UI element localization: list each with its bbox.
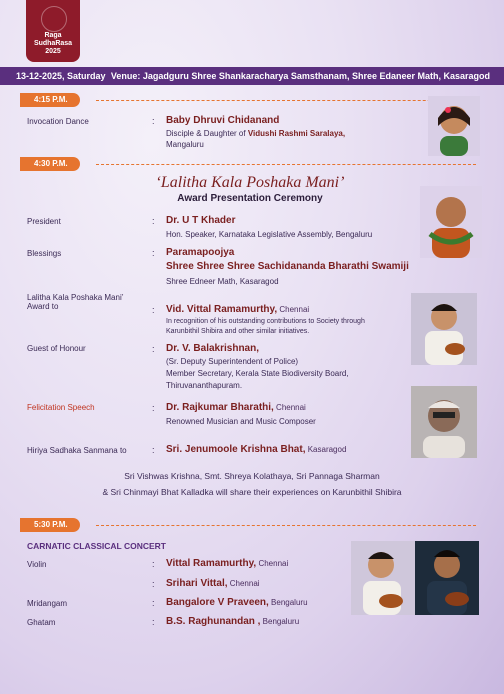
event-date: 13-12-2025, Saturday — [16, 71, 106, 81]
festival-logo — [26, 0, 80, 62]
colon: : — [152, 116, 155, 126]
concert-heading: CARNATIC CLASSICAL CONCERT — [27, 541, 166, 551]
ghatam-artist: B.S. Raghunandan , Bengaluru — [166, 616, 300, 627]
divider-3 — [96, 525, 476, 526]
colon: : — [152, 305, 155, 315]
felicitation-name: Dr. Rajkumar Bharathi, Chennai — [166, 402, 306, 413]
label-mridangam: Mridangam — [27, 599, 68, 608]
mridangam-artist: Bangalore V Praveen, Bengaluru — [166, 597, 308, 608]
awardee-desc: In recognition of his outstanding contributions to Society through Karunbithil Shibira and other similar initiatives. — [166, 318, 365, 335]
shibira-note: Sri Vishwas Krishna, Smt. Shreya Kolathaya, Sri Pannaga Sharman & Sri Chinmayi Bhat Kalladka will share their experiences on Karunbithil Shibira — [102, 471, 402, 497]
label-ghatam: Ghatam — [27, 618, 56, 627]
colon: : — [152, 445, 155, 455]
event-venue: Venue: Jagadguru Shree Shankaracharya Samsthanam, Shree Edaneer Math, Kasaragod — [110, 71, 490, 81]
colon: : — [152, 559, 155, 569]
colon: : — [152, 579, 155, 589]
violinist-2-photo — [415, 541, 479, 615]
colon: : — [152, 344, 155, 354]
performer-name: Baby Dhruvi Chidanand — [166, 115, 280, 126]
award-title: ‘Lalitha Kala Poshaka Mani’ — [155, 174, 345, 191]
colon: : — [152, 403, 155, 413]
label-hiriya: Hiriya Sadhaka Sanmana to — [27, 446, 127, 455]
swamiji-photo — [420, 186, 482, 258]
logo-line1: Raga — [44, 32, 62, 39]
colon: : — [152, 617, 155, 627]
felicitation-photo — [411, 386, 477, 458]
label-award-to: Lalitha Kala Poshaka Mani’ Award to — [27, 293, 124, 311]
label-violin: Violin — [27, 560, 47, 569]
dancer-photo — [428, 96, 480, 156]
colon: : — [152, 248, 155, 258]
guest-name: Dr. V. Balakrishnan, — [166, 343, 260, 354]
awardee-name: Vid. Vittal Ramamurthy, Chennai — [166, 304, 310, 315]
time-pill-1: 4:15 P.M. — [20, 93, 80, 107]
hiriya-name: Sri. Jenumoole Krishna Bhat, Kasaragod — [166, 444, 347, 455]
president-desc: Hon. Speaker, Karnataka Legislative Assembly, Bengaluru — [166, 230, 373, 239]
performer-desc: Disciple & Daughter of Vidushi Rashmi Saralaya, Mangaluru — [166, 129, 346, 149]
label-felicitation: Felicitation Speech — [27, 403, 95, 412]
divider-1 — [96, 100, 476, 101]
colon: : — [152, 216, 155, 226]
violinist-1-photo — [351, 541, 415, 615]
guest-desc: (Sr. Deputy Superintendent of Police) Member Secretary, Kerala State Biodiversity Board, Thiruvananthapuram. — [166, 357, 349, 390]
date-venue-bar — [0, 67, 504, 85]
violinist-1: Vittal Ramamurthy, Chennai — [166, 558, 289, 569]
violinist-2: Srihari Vittal, Chennai — [166, 578, 260, 589]
time-pill-2: 4:30 P.M. — [20, 157, 80, 171]
divider-2 — [96, 164, 476, 165]
colon: : — [152, 598, 155, 608]
logo-emblem-icon — [41, 6, 67, 32]
blessings-name: Paramapoojya — [166, 247, 235, 258]
logo-line2: SudhaRasa — [33, 40, 73, 47]
blessings-desc: Shree Edneer Math, Kasaragod — [166, 277, 279, 286]
label-president: President — [27, 217, 61, 226]
felicitation-desc: Renowned Musician and Music Composer — [166, 417, 316, 426]
time-pill-3: 5:30 P.M. — [20, 518, 80, 532]
logo-line3: 2025 — [45, 48, 61, 55]
awardee-photo — [411, 293, 477, 365]
label-guest-of-honour: Guest of Honour — [27, 344, 86, 353]
blessings-name-2: Shree Shree Shree Sachidananda Bharathi Swamiji — [166, 261, 409, 272]
award-subtitle: Award Presentation Ceremony — [177, 193, 323, 204]
president-name: Dr. U T Khader — [166, 215, 236, 226]
label-invocation: Invocation Dance — [27, 117, 89, 126]
label-blessings: Blessings — [27, 249, 62, 258]
